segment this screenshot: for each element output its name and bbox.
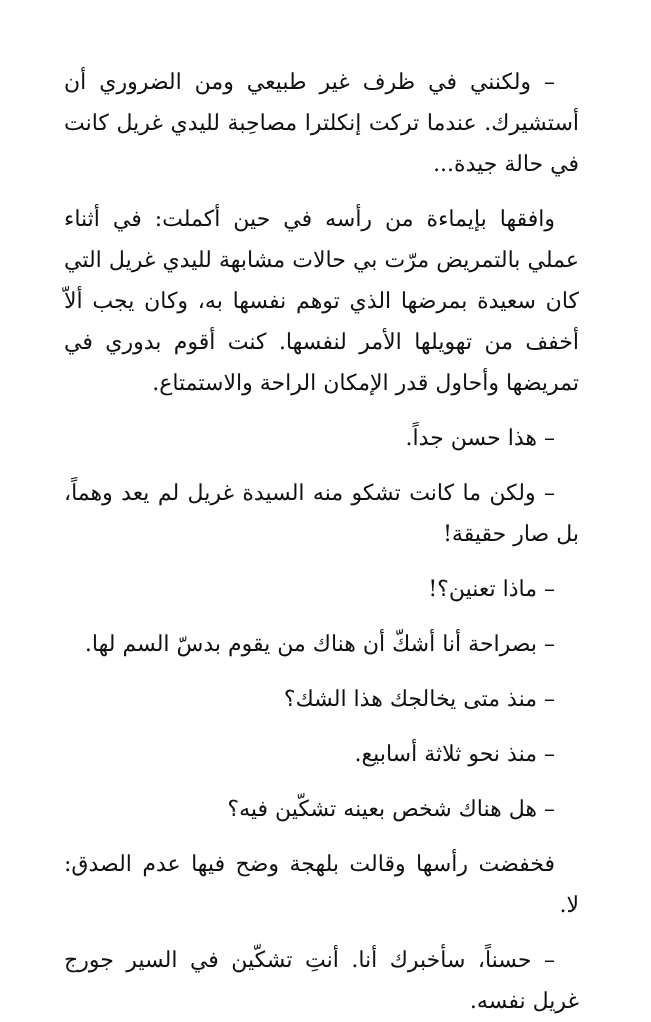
paragraph-7: – منذ متى يخالجك هذا الشك؟ xyxy=(283,687,555,712)
paragraph-3: – هذا حسن جداً. xyxy=(405,426,555,451)
paragraph-6: – بصراحة أنا أشكّ أن هناك من يقوم بدسّ السم لها. xyxy=(84,632,555,657)
paragraph-1: – ولكنني في ظرف غير طبيعي ومن الضروري أن أستشيرك. عندما تركت إنكلترا مصاحِبة لليدي غريل كانت في حالة جيدة... xyxy=(64,70,579,177)
paragraph-9: – هل هناك شخص بعينه تشكّين فيه؟ xyxy=(227,797,555,822)
paragraph-10: فخفضت رأسها وقالت بلهجة وضح فيها عدم الصدق: لا. xyxy=(64,852,579,918)
paragraph-2: وافقها بإيماءة من رأسه في حين أكملت: في أثناء عملي بالتمريض مرّت بي حالات مشابهة لليدي غريل التي كان سعيدة بمرضها الذي توهم نفسها به، وكان يجب ألاّ أخفف من تهويلها الأمر لنفسها. كنت أقوم بدوري في تمريضها وأحاول قدر الإمكان الراحة والاستمتاع. xyxy=(64,207,579,396)
paragraph-11: – حسناً، سأخبرك أنا. أنتِ تشكّين في السير جورج غريل نفسه. xyxy=(64,948,579,1014)
paragraph-4: – ولكن ما كانت تشكو منه السيدة غريل لم يعد وهماً، بل صار حقيقة! xyxy=(64,481,579,547)
paragraph-8: – منذ نحو ثلاثة أسابيع. xyxy=(354,742,555,767)
paragraph-5: – ماذا تعنين؟! xyxy=(428,577,555,602)
